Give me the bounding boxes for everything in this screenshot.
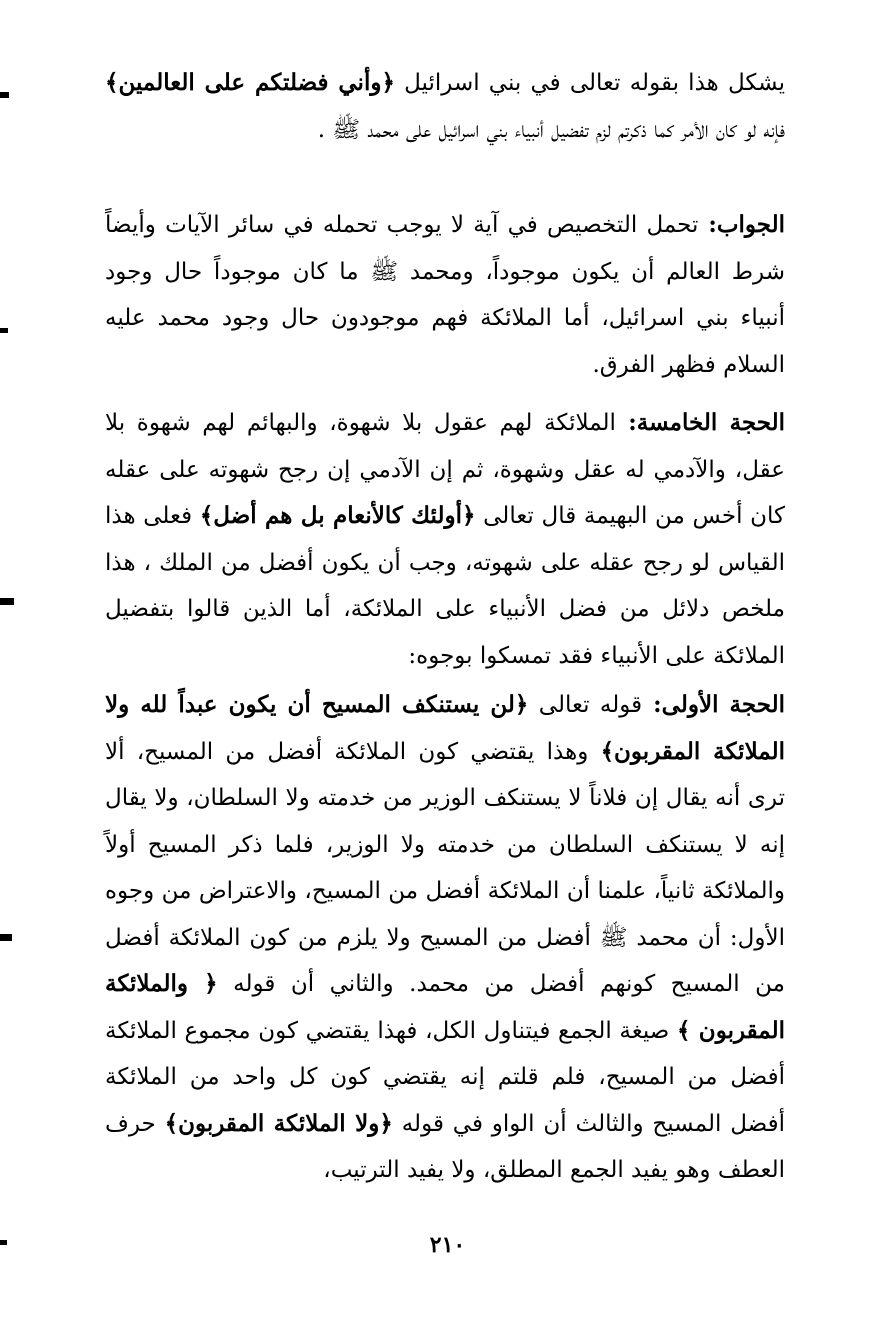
paragraph-answer xyxy=(105,202,785,388)
text-segment: قوله تعالى xyxy=(528,692,643,718)
text-segment: فعلى هذا القياس لو رجح عقله على شهوته، وجب أن يكون أفضل من الملك ، هذا ملخص دلائل من فضل الأنبياء على الملائكة، أما الذين قالوا بتفضيل الملائكة على الأنبياء فقد تمسكوا بوجوه: xyxy=(105,503,785,669)
text-segment: حرف العطف وهو يفيد الجمع المطلق، ولا يفيد الترتيب، xyxy=(105,1110,785,1183)
quran-quote: ﴿أولئك كالأنعام بل هم أضل﴾ xyxy=(199,502,476,529)
scan-edge-mark xyxy=(0,598,14,605)
section-heading: الحجة الأولى: xyxy=(642,691,785,718)
quran-quote: ﴿لن يستنكف المسيح أن يكون عبداً لله ولا الملائكة المقربون﴾ xyxy=(105,691,785,765)
paragraph-text xyxy=(105,60,785,153)
paragraph-fifth-argument xyxy=(105,400,785,679)
paragraph-text xyxy=(105,400,785,679)
section-heading: الجواب: xyxy=(698,211,786,238)
scan-edge-mark xyxy=(0,1240,7,1245)
scan-edge-mark xyxy=(0,92,9,98)
scan-edge-mark xyxy=(0,328,8,333)
scan-edge-mark xyxy=(0,934,12,941)
paragraph-first-argument xyxy=(105,682,785,1194)
text-segment: فإنه لو كان الأمر كما ذكرتم لزم تفضيل أنبياء بني اسرائيل على محمد ﷺ . xyxy=(317,116,785,143)
quran-quote: ﴿وأني فضلتكم على العالمين﴾ xyxy=(105,69,395,96)
text-segment: يشكل هذا بقوله تعالى في بني اسرائيل xyxy=(394,70,785,96)
text-segment: الملائكة لهم عقول بلا شهوة، والبهائم لهم شهوة بلا عقل، والآدمي له عقل وشهوة، ثم إن الآدمي إن رجح شهوته على عقله كان أخس من البهيمة قال تعالى xyxy=(105,410,785,529)
page-number: ٢١٠ xyxy=(429,1232,466,1258)
paragraph-text xyxy=(105,682,785,1194)
text-segment: تحمل التخصيص في آية لا يوجب تحمله في سائر الآيات وأيضاً شرط العالم أن يكون موجوداً، ومحمد ﷺ ما كان موجوداً حال وجود أنبياء بني اسرائيل، أما الملائكة فهم موجودون حال وجود محمد عليه السلام فظهر الفرق. xyxy=(105,212,785,378)
section-heading: الحجة الخامسة: xyxy=(615,409,785,436)
paragraph-objection xyxy=(105,60,785,153)
text-segment: صيغة الجمع فيتناول الكل، فهذا يقتضي كون مجموع الملائكة أفضل من المسيح، فلم قلتم إنه يقتضي كون كل واحد من الملائكة أفضل المسيح والثالث أن الواو في قوله xyxy=(105,1017,785,1137)
quran-quote: ﴿ولا الملائكة المقربون﴾ xyxy=(164,1109,393,1137)
text-segment: وهذا يقتضي كون الملائكة أفضل من المسيح، ألا ترى أنه يقال إن فلاناً لا يستنكف الوزير من خدمته ولا السلطان، ولا يقال إنه لا يستنكف السلطان من خدمته ولا الوزير، فلما ذكر المسيح أولاً والملائكة ثانياً، علمنا أن الملائكة أفضل من المسيح، والاعتراض من وجوه الأول: أن محمد ﷺ أفضل من المسيح ولا يلزم من كون الملائكة أفضل من المسيح كونهم أفضل من محمد. والثاني أن قوله xyxy=(105,738,785,997)
paragraph-text xyxy=(105,202,785,388)
quran-quote: ﴿ والملائكة المقربون ﴾ xyxy=(105,970,785,1044)
